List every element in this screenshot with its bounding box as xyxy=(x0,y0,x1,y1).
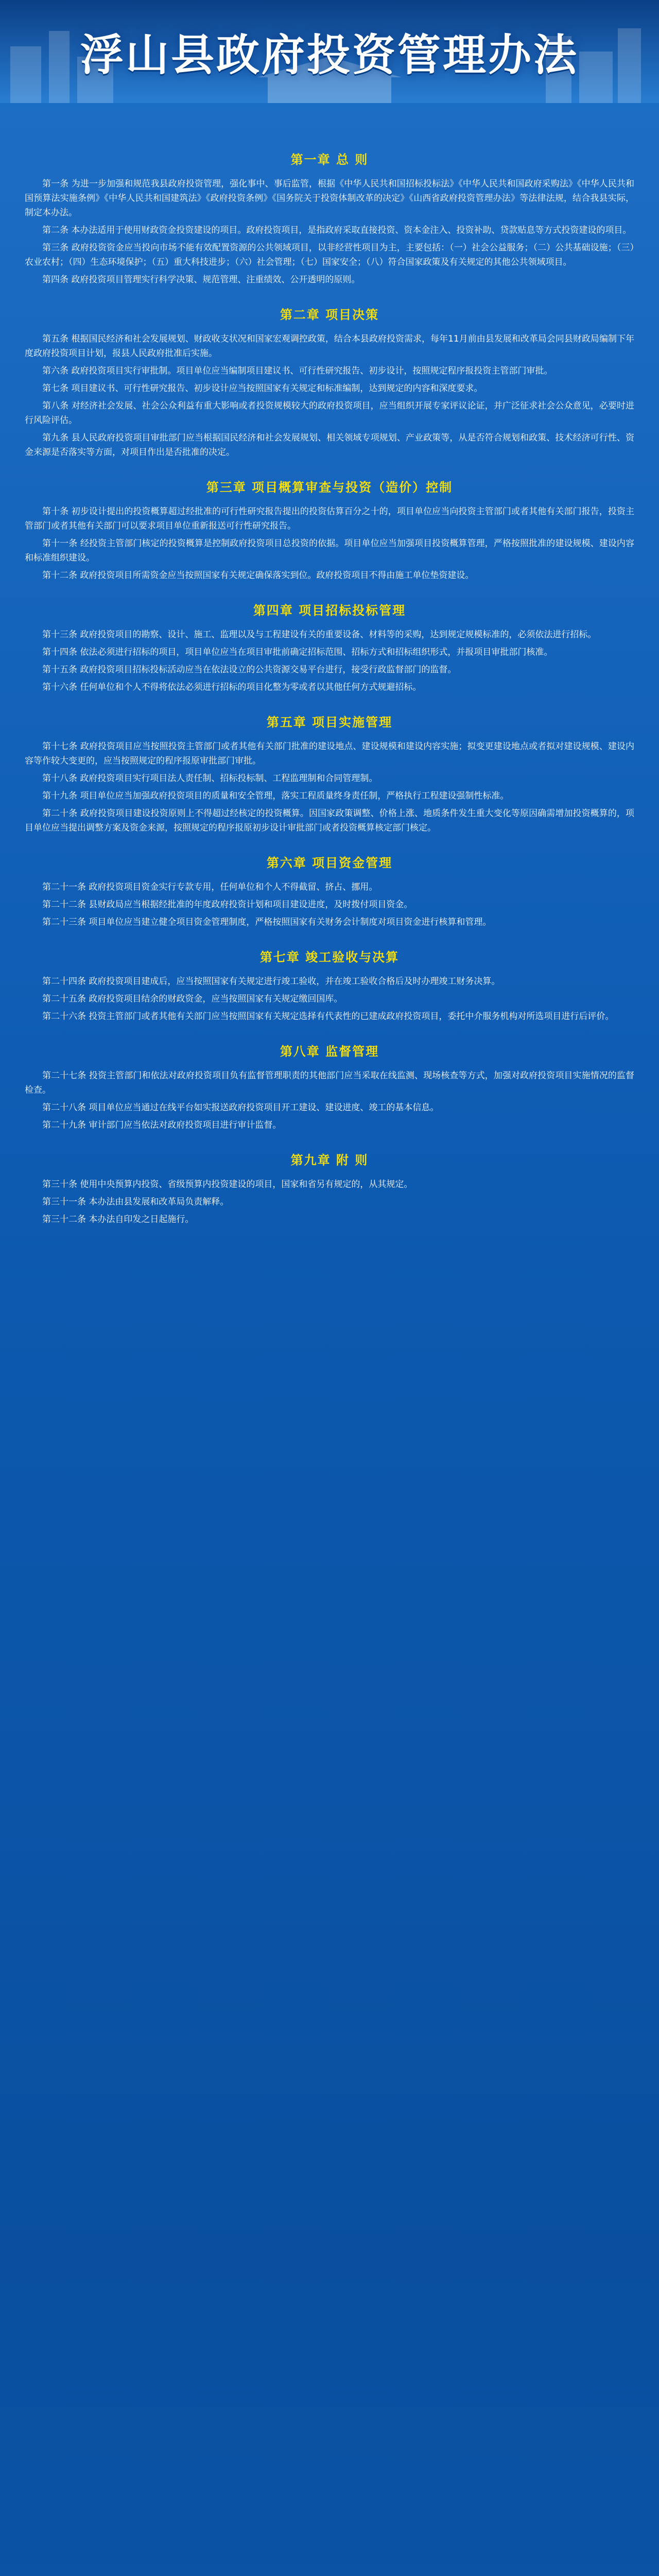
chapter-title: 第六章 项目资金管理 xyxy=(266,856,393,870)
chapter-7 xyxy=(25,947,634,1024)
chapter-4 xyxy=(25,600,634,694)
article-paragraph: 第十条 初步设计提出的投资概算超过经批准的可行性研究报告提出的投资估算百分之十的，项目单位应当向投资主管部门或者其他有关部门报告，投资主管部门或者其他有关部门可以要求项目单位重新报送可行性研究报告。 xyxy=(25,506,634,531)
chapter-8 xyxy=(25,1041,634,1132)
chapter-9 xyxy=(25,1150,634,1227)
article-paragraph: 第三十二条 本办法自印发之日起施行。 xyxy=(42,1214,194,1225)
chapter-6 xyxy=(25,853,634,929)
article-paragraph: 第二十六条 投资主管部门或者其他有关部门应当按照国家有关规定选择有代表性的已建成政府投资项目，委托中介服务机构对所选项目进行后评价。 xyxy=(42,1011,614,1022)
article-paragraph: 第十七条 政府投资项目应当按照投资主管部门或者其他有关部门批准的建设地点、建设规模和建设内容实施；拟变更建设地点或者拟对建设规模、建设内容等作较大变更的，应当按照规定的程序报原审批部门审批。 xyxy=(25,741,634,766)
chapter-title: 第一章 总 则 xyxy=(290,152,369,167)
article-paragraph: 第十五条 政府投资项目招标投标活动应当在依法设立的公共资源交易平台进行，接受行政监督部门的监督。 xyxy=(42,665,457,675)
chapter-1 xyxy=(25,149,634,287)
article-paragraph: 第三十一条 本办法由县发展和改革局负责解释。 xyxy=(42,1197,229,1207)
article-paragraph: 第五条 根据国民经济和社会发展规划、财政收支状况和国家宏观调控政策，结合本县政府投资需求，每年11月前由县发展和改革局会同县财政局编制下年度政府投资项目计划，报县人民政府批准后实施。 xyxy=(25,334,634,359)
article-paragraph: 第二十四条 政府投资项目建成后，应当按照国家有关规定进行竣工验收，并在竣工验收合格后及时办理竣工财务决算。 xyxy=(42,976,500,987)
article-paragraph: 第十八条 政府投资项目实行项目法人责任制、招标投标制、工程监理制和合同管理制。 xyxy=(42,773,378,784)
article-paragraph: 第十二条 政府投资项目所需资金应当按照国家有关规定确保落实到位。政府投资项目不得由施工单位垫资建设。 xyxy=(42,570,474,581)
chapter-3 xyxy=(25,477,634,583)
article-paragraph: 第三十条 使用中央预算内投资、省级预算内投资建设的项目，国家和省另有规定的，从其规定。 xyxy=(42,1179,413,1190)
article-paragraph: 第十九条 项目单位应当加强政府投资项目的质量和安全管理，落实工程质量终身责任制，严格执行工程建设强制性标准。 xyxy=(42,791,509,801)
article-paragraph: 第一条 为进一步加强和规范我县政府投资管理，强化事中、事后监管，根据《中华人民共和国招标投标法》《中华人民共和国政府采购法》《中华人民共和国预算法实施条例》《中华人民共和国建筑法》《政府投资条例》《国务院关于投资体制改革的决定》《山西省政府投资管理办法》等法律法规，结合我县实际，制定本办法。 xyxy=(25,179,634,218)
article-paragraph: 第十三条 政府投资项目的勘察、设计、施工、监理以及与工程建设有关的重要设备、材料等的采购，达到规定规模标准的，必须依法进行招标。 xyxy=(42,630,597,640)
page-title: 浮山县政府投资管理办法 xyxy=(80,29,579,80)
chapter-title: 第五章 项目实施管理 xyxy=(266,715,393,730)
article-paragraph: 第二十二条 县财政局应当根据经批准的年度政府投资计划和项目建设进度，及时拨付项目资金。 xyxy=(42,900,413,910)
chapter-title: 第三章 项目概算审查与投资（造价）控制 xyxy=(206,480,453,495)
article-paragraph: 第十一条 经投资主管部门核定的投资概算是控制政府投资项目总投资的依据。项目单位应当加强项目投资概算管理，严格按照批准的建设规模、建设内容和标准组织建设。 xyxy=(25,538,634,563)
article-paragraph: 第二条 本办法适用于使用财政资金投资建设的项目。政府投资项目，是指政府采取直接投资、资本金注入、投资补助、贷款贴息等方式投资建设的项目。 xyxy=(42,225,632,235)
chapter-title: 第九章 附 则 xyxy=(290,1153,369,1167)
article-paragraph: 第二十七条 投资主管部门和依法对政府投资项目负有监督管理职责的其他部门应当采取在线监测、现场核查等方式，加强对政府投资项目实施情况的监督检查。 xyxy=(25,1071,634,1095)
chapter-title: 第七章 竣工验收与决算 xyxy=(259,950,400,964)
article-paragraph: 第八条 对经济社会发展、社会公众利益有重大影响或者投资规模较大的政府投资项目，应当组织开展专家评议论证，并广泛征求社会公众意见，必要时进行风险评估。 xyxy=(25,401,634,426)
article-paragraph: 第二十九条 审计部门应当依法对政府投资项目进行审计监督。 xyxy=(42,1120,282,1130)
article-paragraph: 第二十条 政府投资项目建设投资原则上不得超过经核定的投资概算。因国家政策调整、价格上涨、地质条件发生重大变化等原因确需增加投资概算的，项目单位应当提出调整方案及资金来源，按照规定的程序报原初步设计审批部门或者投资概算核定部门核定。 xyxy=(25,808,634,833)
article-paragraph: 第三条 政府投资资金应当投向市场不能有效配置资源的公共领域项目，以非经营性项目为主，主要包括：（一）社会公益服务；（二）公共基础设施；（三）农业农村；（四）生态环境保护；（五）重大科技进步；（六）社会管理；（七）国家安全；（八）符合国家政策及有关规定的其他公共领域项目。 xyxy=(25,243,634,267)
article-paragraph: 第二十一条 政府投资项目资金实行专款专用，任何单位和个人不得截留、挤占、挪用。 xyxy=(42,882,378,892)
chapter-title: 第二章 项目决策 xyxy=(280,308,379,322)
article-paragraph: 第十六条 任何单位和个人不得将依法必须进行招标的项目化整为零或者以其他任何方式规避招标。 xyxy=(42,682,422,692)
chapter-2 xyxy=(25,304,634,460)
chapter-title: 第四章 项目招标投标管理 xyxy=(253,603,406,618)
article-paragraph: 第二十三条 项目单位应当建立健全项目资金管理制度，严格按照国家有关财务会计制度对项目资金进行核算和管理。 xyxy=(42,917,492,927)
article-paragraph: 第七条 项目建议书、可行性研究报告、初步设计应当按照国家有关规定和标准编制，达到规定的内容和深度要求。 xyxy=(42,383,483,394)
chapter-5 xyxy=(25,712,634,835)
article-paragraph: 第四条 政府投资项目管理实行科学决策、规范管理、注重绩效、公开透明的原则。 xyxy=(42,275,360,285)
article-paragraph: 第二十五条 政府投资项目结余的财政资金，应当按照国家有关规定缴回国库。 xyxy=(42,994,343,1004)
chapter-title: 第八章 监督管理 xyxy=(280,1044,379,1059)
article-paragraph: 第十四条 依法必须进行招标的项目，项目单位应当在项目审批前确定招标范围、招标方式和招标组织形式，并报项目审批部门核准。 xyxy=(42,647,553,657)
article-paragraph: 第九条 县人民政府投资项目审批部门应当根据国民经济和社会发展规划、相关领域专项规划、产业政策等，从是否符合规划和政策、技术经济可行性、资金来源是否落实等方面，对项目作出是否批准的决定。 xyxy=(25,433,634,457)
article-paragraph: 第六条 政府投资项目实行审批制。项目单位应当编制项目建议书、可行性研究报告、初步设计，按照规定程序报投资主管部门审批。 xyxy=(42,366,553,376)
article-paragraph: 第二十八条 项目单位应当通过在线平台如实报送政府投资项目开工建设、建设进度、竣工的基本信息。 xyxy=(42,1103,439,1113)
regulation-body xyxy=(25,149,634,1244)
